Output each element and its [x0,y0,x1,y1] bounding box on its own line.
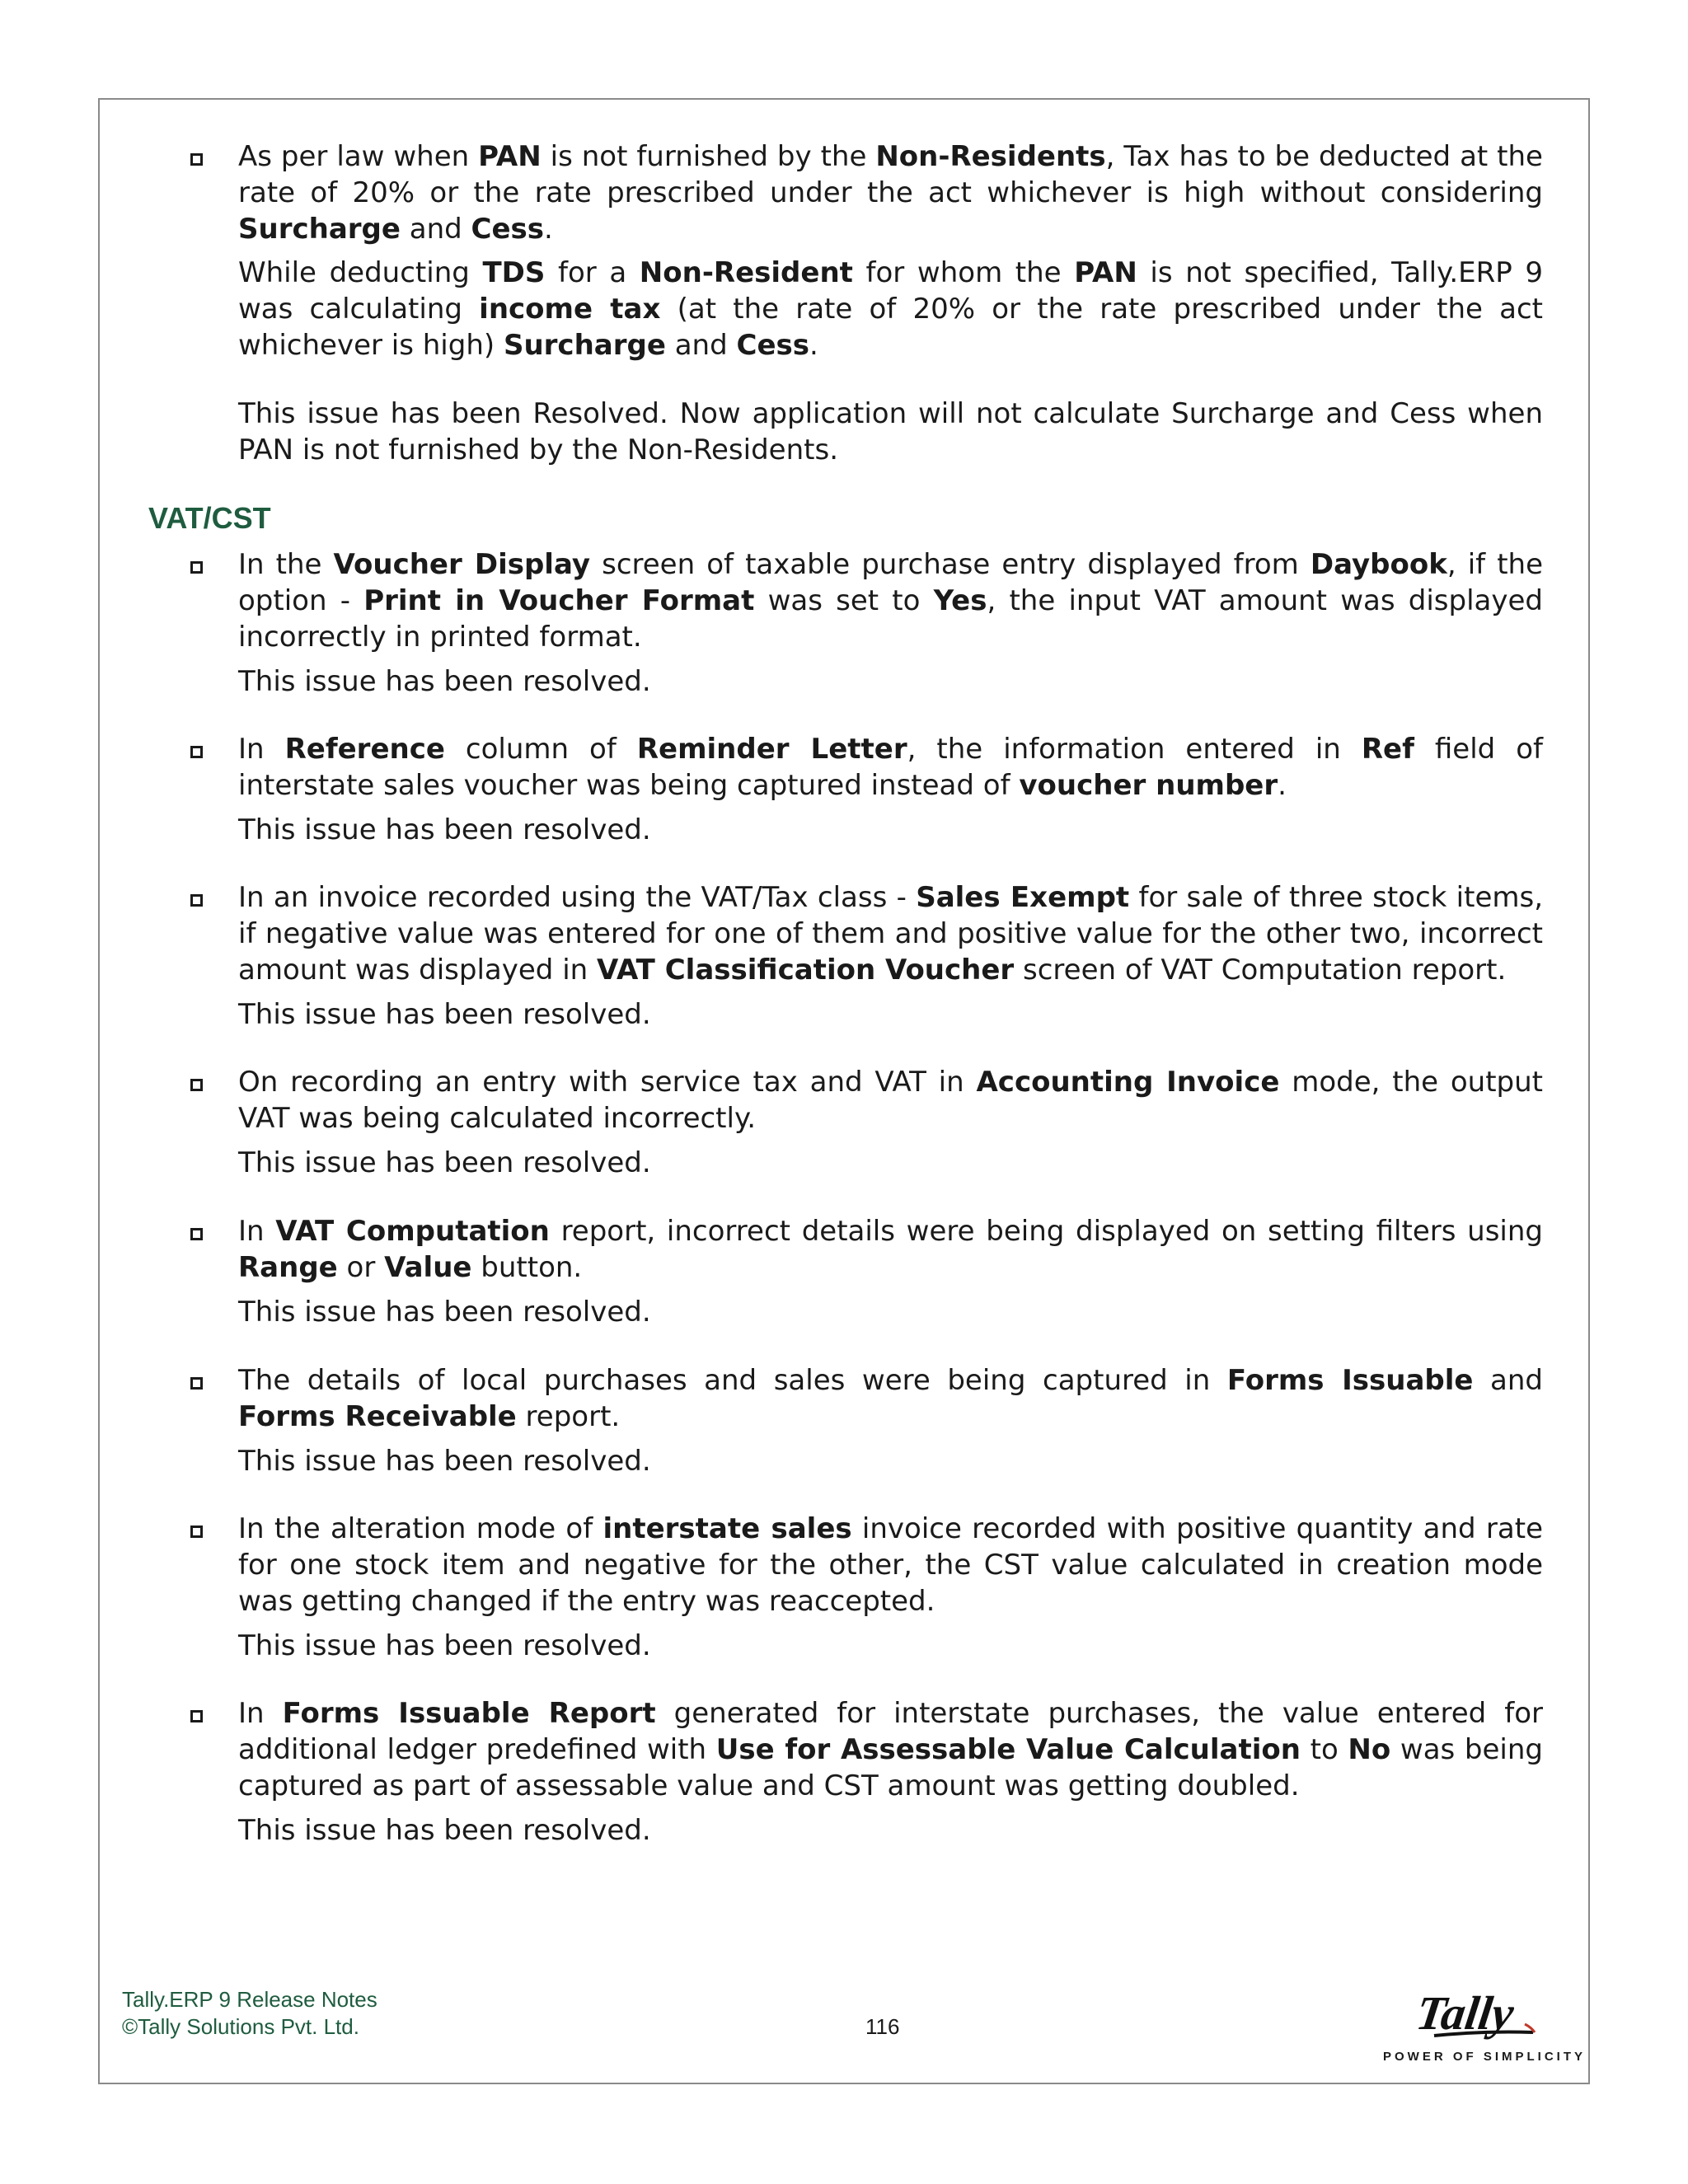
bullet-icon [190,1228,203,1240]
bold-term: Yes [933,584,987,617]
bold-term: Reminder Letter [636,733,907,766]
resolution-text: This issue has been resolved. [238,998,651,1031]
bold-term: VAT Computation [275,1215,550,1248]
resolution-text: This issue has been resolved. [238,1629,651,1662]
bold-term: PAN [478,140,542,173]
bold-term: income tax [479,293,661,326]
page-number: 116 [865,2014,900,2039]
bold-term: Range [238,1251,338,1284]
list-item-text: In Reference column of Reminder Letter, the information entered in Ref field of interstate sales voucher was being captured instead of voucher number. [238,733,1544,802]
footer-title: Tally.ERP 9 Release Notes [122,1987,377,2012]
bullet-icon [190,894,203,907]
list-item-text: In the alteration mode of interstate sales invoice recorded with positive quantity and rate for one stock item and negative for the other, the CST value calculated in creation mode was getting changed if the entry was reaccepted. [238,1512,1543,1618]
list-item-text: In an invoice recorded using the VAT/Tax class - Sales Exempt for sale of three stock items, if negative value was entered for one of them and positive value for the other two, incorrect amount was displayed in VAT Classification Voucher screen of VAT Computation report. [238,881,1544,987]
bold-term: Forms Receivable [238,1400,517,1433]
resolution-text: This issue has been resolved. [238,1445,651,1478]
bullet-icon [190,746,203,758]
resolution-text: This issue has been resolved. [238,1146,651,1179]
bold-term: Surcharge [503,329,666,362]
list-item-text: In the Voucher Display screen of taxable purchase entry displayed from Daybook, if the option - Print in Voucher Format was set to Yes, the input VAT amount was displayed incorrectly in printed format. [238,548,1543,654]
list-item-text: The details of local purchases and sales were being captured in Forms Issuable and Forms Receivable report. [238,1364,1543,1433]
paragraph: This issue has been Resolved. Now application will not calculate Surcharge and Cess when PAN is not furnished by the Non-Residents. [238,397,1543,466]
list-item-text: In VAT Computation report, incorrect details were being displayed on setting filters using Range or Value button. [238,1215,1543,1284]
bold-term: VAT Classification Voucher [597,954,1015,987]
bold-term: Ref [1361,733,1414,766]
bold-term: Accounting Invoice [976,1066,1280,1099]
bold-term: Cess [736,329,809,362]
bold-term: Cess [471,213,545,246]
bold-term: interstate sales [603,1512,852,1545]
bullet-icon [190,153,203,166]
bold-term: Value [384,1251,472,1284]
bold-term: Reference [284,733,445,766]
resolution-text: This issue has been resolved. [238,813,651,846]
bold-term: PAN [1074,256,1137,289]
bold-term: Non-Resident [639,256,853,289]
bullet-icon [190,1710,203,1722]
section-heading: VAT/CST [148,501,271,535]
bold-term: Surcharge [238,213,401,246]
bold-term: Daybook [1310,548,1447,581]
bold-term: Forms Issuable [1226,1364,1474,1397]
logo-tagline: POWER OF SIMPLICITY [1383,2050,1587,2064]
bullet-icon [190,561,203,574]
bold-term: Non-Residents [875,140,1106,173]
bullet-icon [190,1079,203,1091]
logo-text: Tally [1413,1986,1517,2040]
list-item-text: In Forms Issuable Report generated for interstate purchases, the value entered for additional ledger predefined with Use for Assessable Value Calculation to No was being captured as part of assessable value and CST amount was getting doubled. [238,1697,1543,1802]
bold-term: Use for Assessable Value Calculation [715,1733,1301,1766]
bold-term: Voucher Display [333,548,591,581]
bullet-icon [190,1526,203,1538]
bold-term: Sales Exempt [916,881,1130,914]
bold-term: Print in Voucher Format [363,584,755,617]
resolution-text: This issue has been resolved. [238,665,651,698]
resolution-text: This issue has been resolved. [238,1814,651,1847]
footer-copyright: ©Tally Solutions Pvt. Ltd. [122,2014,359,2039]
list-item-text: On recording an entry with service tax and VAT in Accounting Invoice mode, the output VAT was being calculated incorrectly. [238,1066,1543,1135]
resolution-text: This issue has been resolved. [238,1296,651,1329]
bold-term: Forms Issuable Report [282,1697,656,1730]
paragraph: As per law when PAN is not furnished by the Non-Residents, Tax has to be deducted at the rate of 20% or the rate prescribed under the act whichever is high without considering Surcharge and Cess. [238,140,1543,246]
bold-term: No [1348,1733,1391,1766]
bullet-icon [190,1377,203,1390]
bold-term: voucher number [1019,769,1278,802]
bold-term: TDS [482,256,546,289]
paragraph: While deducting TDS for a Non-Resident for whom the PAN is not specified, Tally.ERP 9 was calculating income tax (at the rate of 20% or the rate prescribed under the act whichever is high) Surcharge and Cess. [238,256,1543,362]
